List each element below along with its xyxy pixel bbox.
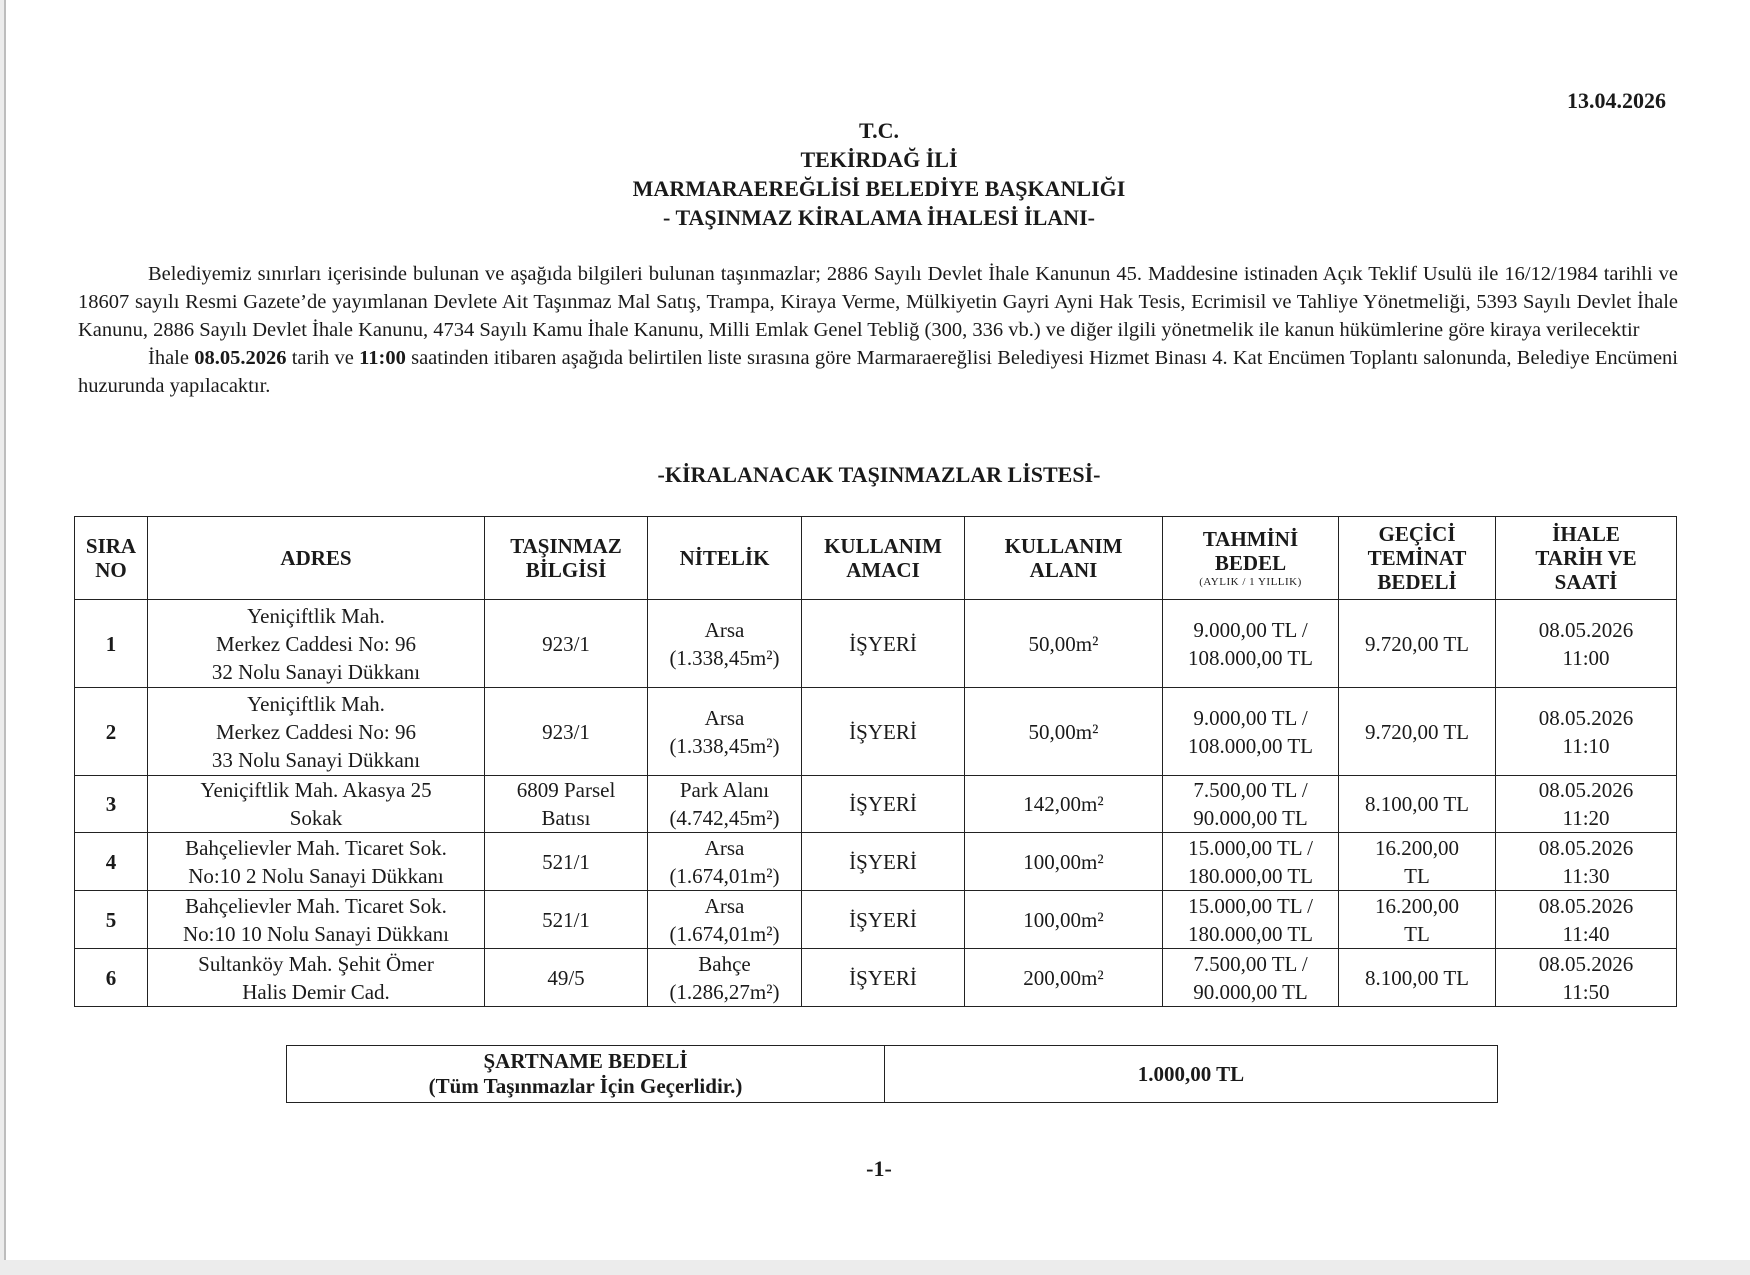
table-row	[75, 891, 1677, 949]
cell-adres-line: 33 Nolu Sanayi Dükkanı	[211, 747, 421, 772]
cell-kullanim-amaci: İŞYERİ	[802, 600, 965, 688]
cell-adres-line: Merkez Caddesi No: 96	[215, 719, 417, 744]
table-row	[75, 949, 1677, 1007]
cell-adres-line: Yeniçiftlik Mah. Akasya 25	[200, 778, 432, 802]
cell-tahmini-bedel-line: 90.000,00 TL	[1193, 979, 1308, 1004]
cell-ihale-tarih	[1496, 776, 1677, 833]
cell-ihale-tarih-line: 08.05.2026	[1538, 951, 1634, 976]
cell-kullanim-alani: 200,00m²	[965, 949, 1163, 1007]
page-number: -1-	[866, 1156, 892, 1181]
cell-tahmini-bedel	[1163, 600, 1339, 688]
header-ihale-tarih: İHALE TARİH VE SAATİ	[1496, 517, 1677, 600]
cell-tahmini-bedel-line: 108.000,00 TL	[1187, 733, 1314, 758]
cell-nitelik-line: Bahçe	[698, 951, 751, 976]
intro-p2-part-c: saatinden itibaren aşağıda belirtilen liste sırasına göre Marmaraereğlisi Belediyesi Hizmet Binası 4. Kat Encümen Toplantı salonunda, Belediye Encümeni huzurunda yapılacaktır.	[78, 347, 1678, 397]
cell-ihale-tarih-line: 08.05.2026	[1538, 705, 1634, 730]
specification-fee-table	[286, 1045, 1498, 1103]
cell-kullanim-amaci: İŞYERİ	[802, 949, 965, 1007]
cell-tahmini-bedel	[1163, 776, 1339, 833]
header-tahmini-bedel: TAHMİNİ BEDEL (AYLIK / 1 YILLIK)	[1163, 517, 1339, 600]
cell-ihale-tarih	[1496, 833, 1677, 891]
cell-tahmini-bedel	[1163, 833, 1339, 891]
document-header	[6, 116, 1750, 232]
cell-adres	[148, 776, 485, 833]
cell-gecici-teminat	[1339, 688, 1496, 776]
cell-nitelik-line: (1.674,01m²)	[669, 863, 780, 888]
cell-tasinmaz-line: Batısı	[541, 806, 591, 830]
cell-gecici-teminat	[1339, 833, 1496, 891]
table-row	[75, 776, 1677, 833]
cell-gecici-teminat	[1339, 949, 1496, 1007]
cell-tahmini-bedel-line: 108.000,00 TL	[1187, 645, 1314, 670]
cell-tahmini-bedel	[1163, 891, 1339, 949]
cell-adres	[148, 949, 485, 1007]
cell-sira-no: 2	[75, 688, 148, 776]
cell-tasinmaz-line: 521/1	[542, 849, 590, 874]
list-title: -KİRALANACAK TAŞINMAZLAR LİSTESİ-	[657, 462, 1101, 487]
cell-gecici-teminat-line: 9.720,00 TL	[1364, 631, 1470, 656]
cell-sira-no: 5	[75, 891, 148, 949]
cell-nitelik-line: Arsa	[704, 893, 745, 918]
cell-ihale-tarih-line: 11:50	[1562, 979, 1610, 1004]
cell-gecici-teminat-line: TL	[1404, 863, 1430, 888]
cell-tahmini-bedel-line: 180.000,00 TL	[1187, 863, 1314, 888]
auction-date: 08.05.2026	[194, 347, 287, 369]
cell-gecici-teminat-line: 8.100,00 TL	[1364, 792, 1470, 816]
cell-nitelik-line: Arsa	[704, 835, 745, 860]
cell-adres-line: Bahçelievler Mah. Ticaret Sok.	[185, 835, 447, 860]
cell-tasinmaz-line: 521/1	[542, 907, 590, 932]
intro-paragraph-2	[78, 344, 1678, 400]
table-header-row	[75, 517, 1677, 600]
header-gecici-teminat: GEÇİCİ TEMİNAT BEDELİ	[1339, 517, 1496, 600]
cell-ihale-tarih	[1496, 600, 1677, 688]
cell-tasinmaz-line: 923/1	[542, 631, 590, 656]
cell-tahmini-bedel-line: 9.000,00 TL /	[1193, 705, 1308, 730]
cell-nitelik	[648, 776, 802, 833]
cell-adres-line: Bahçelievler Mah. Ticaret Sok.	[185, 893, 447, 918]
header-tasinmaz-bilgisi: TAŞINMAZ BİLGİSİ	[485, 517, 648, 600]
header-line-title: - TAŞINMAZ KİRALAMA İHALESİ İLANI-	[663, 205, 1095, 230]
cell-nitelik-line: Arsa	[704, 705, 745, 730]
cell-nitelik-line: (1.674,01m²)	[669, 921, 780, 946]
cell-ihale-tarih-line: 08.05.2026	[1538, 835, 1634, 860]
cell-ihale-tarih-line: 11:30	[1562, 863, 1610, 888]
cell-tasinmaz-line: 49/5	[547, 965, 585, 990]
intro-paragraph-1: Belediyemiz sınırları içerisinde bulunan ve aşağıda bilgileri bulunan taşınmazlar; 2886 Sayılı Devlet İhale Kanunun 45. Maddesine istinaden Açık Teklif Usulü ile 16/12/1984 tarihli ve 18607 sayılı Resmi Gazete’de yayımlanan Devlete Ait Taşınmaz Mal Satış, Trampa, Kiraya Verme, Mülkiyetin Gayri Ayni Hak Tesis, Ecrimisil ve Tahliye Yönetmeliği, 5393 Sayılı Devlet İhale Kanunu, 2886 Sayılı Devlet İhale Kanunu, 4734 Sayılı Kamu İhale Kanunu, Milli Emlak Genel Tebliğ (300, 336 vb.) ve diğer ilgili yönetmelik ile kanun hükümlerine göre kiraya verilecektir	[78, 263, 1678, 341]
cell-ihale-tarih	[1496, 688, 1677, 776]
cell-kullanim-alani: 50,00m²	[965, 688, 1163, 776]
cell-ihale-tarih-line: 08.05.2026	[1538, 617, 1634, 642]
cell-adres	[148, 688, 485, 776]
auction-time: 11:00	[359, 347, 406, 369]
cell-tasinmaz	[485, 688, 648, 776]
cell-adres	[148, 600, 485, 688]
cell-tahmini-bedel-line: 15.000,00 TL /	[1188, 893, 1313, 918]
cell-nitelik	[648, 891, 802, 949]
document-page	[4, 0, 1750, 1260]
cell-kullanim-amaci: İŞYERİ	[802, 776, 965, 833]
document-date: 13.04.2026	[1567, 88, 1666, 113]
cell-adres-line: Sultanköy Mah. Şehit Ömer	[198, 951, 434, 976]
cell-tasinmaz	[485, 776, 648, 833]
table-row	[75, 833, 1677, 891]
header-kullanim-amaci: KULLANIM AMACI	[802, 517, 965, 600]
cell-adres-line: No:10 2 Nolu Sanayi Dükkanı	[188, 863, 444, 888]
cell-sira-no: 4	[75, 833, 148, 891]
header-line-municipality: MARMARAEREĞLİSİ BELEDİYE BAŞKANLIĞI	[632, 176, 1126, 201]
property-table	[74, 516, 1677, 1007]
cell-sira-no: 3	[75, 776, 148, 833]
cell-tahmini-bedel-line: 7.500,00 TL /	[1193, 778, 1308, 802]
cell-tasinmaz	[485, 891, 648, 949]
header-sira-no: SIRA NO	[75, 517, 148, 600]
header-nitelik: NİTELİK	[648, 517, 802, 600]
cell-tahmini-bedel-line: 9.000,00 TL /	[1193, 617, 1308, 642]
cell-nitelik	[648, 688, 802, 776]
cell-nitelik	[648, 600, 802, 688]
cell-tahmini-bedel-line: 15.000,00 TL /	[1188, 835, 1313, 860]
cell-kullanim-amaci: İŞYERİ	[802, 688, 965, 776]
cell-adres-line: Merkez Caddesi No: 96	[215, 631, 417, 656]
cell-gecici-teminat	[1339, 776, 1496, 833]
cell-gecici-teminat	[1339, 600, 1496, 688]
cell-gecici-teminat-line: 16.200,00	[1375, 893, 1459, 918]
cell-tasinmaz	[485, 949, 648, 1007]
cell-nitelik-line: Park Alanı	[679, 778, 770, 802]
cell-tasinmaz	[485, 600, 648, 688]
cell-adres	[148, 891, 485, 949]
cell-tahmini-bedel-line: 7.500,00 TL /	[1193, 951, 1308, 976]
intro-p2-part-a: İhale	[148, 347, 195, 369]
cell-gecici-teminat-line: 8.100,00 TL	[1364, 965, 1470, 990]
cell-tasinmaz-line: 6809 Parsel	[516, 778, 616, 802]
cell-kullanim-alani: 142,00m²	[965, 776, 1163, 833]
cell-ihale-tarih-line: 08.05.2026	[1538, 778, 1634, 802]
cell-nitelik-line: (4.742,45m²)	[669, 806, 780, 830]
cell-ihale-tarih-line: 11:20	[1562, 806, 1610, 830]
cell-adres-line: Yeniçiftlik Mah.	[247, 603, 385, 628]
cell-tahmini-bedel	[1163, 949, 1339, 1007]
header-kullanim-alani: KULLANIM ALANI	[965, 517, 1163, 600]
cell-kullanim-amaci: İŞYERİ	[802, 833, 965, 891]
cell-sira-no: 1	[75, 600, 148, 688]
cell-nitelik	[648, 949, 802, 1007]
cell-nitelik-line: (1.338,45m²)	[669, 645, 780, 670]
cell-kullanim-alani: 100,00m²	[965, 891, 1163, 949]
cell-sira-no: 6	[75, 949, 148, 1007]
table-row	[75, 688, 1677, 776]
cell-gecici-teminat-line: 9.720,00 TL	[1364, 719, 1470, 744]
cell-ihale-tarih	[1496, 891, 1677, 949]
cell-adres-line: 32 Nolu Sanayi Dükkanı	[211, 659, 421, 684]
fee-label: ŞARTNAME BEDELİ (Tüm Taşınmazlar İçin Geçerlidir.)	[287, 1046, 885, 1103]
cell-adres-line: Yeniçiftlik Mah.	[247, 691, 385, 716]
cell-adres	[148, 833, 485, 891]
cell-ihale-tarih-line: 11:10	[1562, 733, 1610, 758]
cell-ihale-tarih-line: 11:40	[1562, 921, 1610, 946]
cell-tahmini-bedel-line: 90.000,00 TL	[1193, 806, 1308, 830]
header-adres: ADRES	[148, 517, 485, 600]
header-line-province: TEKİRDAĞ İLİ	[800, 147, 958, 172]
cell-tasinmaz-line: 923/1	[542, 719, 590, 744]
cell-adres-line: Sokak	[289, 806, 343, 830]
cell-ihale-tarih-line: 11:00	[1562, 645, 1610, 670]
cell-ihale-tarih	[1496, 949, 1677, 1007]
cell-kullanim-amaci: İŞYERİ	[802, 891, 965, 949]
cell-nitelik-line: (1.338,45m²)	[669, 733, 780, 758]
intro-text	[78, 260, 1678, 400]
cell-nitelik-line: Arsa	[704, 617, 745, 642]
cell-tasinmaz	[485, 833, 648, 891]
cell-gecici-teminat-line: 16.200,00	[1375, 835, 1459, 860]
cell-gecici-teminat	[1339, 891, 1496, 949]
cell-tahmini-bedel-line: 180.000,00 TL	[1187, 921, 1314, 946]
table-row	[75, 600, 1677, 688]
cell-nitelik-line: (1.286,27m²)	[669, 979, 780, 1004]
cell-tahmini-bedel	[1163, 688, 1339, 776]
intro-p2-part-b: tarih ve	[286, 347, 360, 369]
cell-ihale-tarih-line: 08.05.2026	[1538, 893, 1634, 918]
cell-adres-line: No:10 10 Nolu Sanayi Dükkanı	[183, 921, 449, 946]
cell-kullanim-alani: 100,00m²	[965, 833, 1163, 891]
fee-value: 1.000,00 TL	[885, 1046, 1498, 1103]
cell-nitelik	[648, 833, 802, 891]
cell-adres-line: Halis Demir Cad.	[242, 979, 390, 1004]
cell-kullanim-alani: 50,00m²	[965, 600, 1163, 688]
header-line-tc: T.C.	[859, 118, 899, 143]
cell-gecici-teminat-line: TL	[1404, 921, 1430, 946]
